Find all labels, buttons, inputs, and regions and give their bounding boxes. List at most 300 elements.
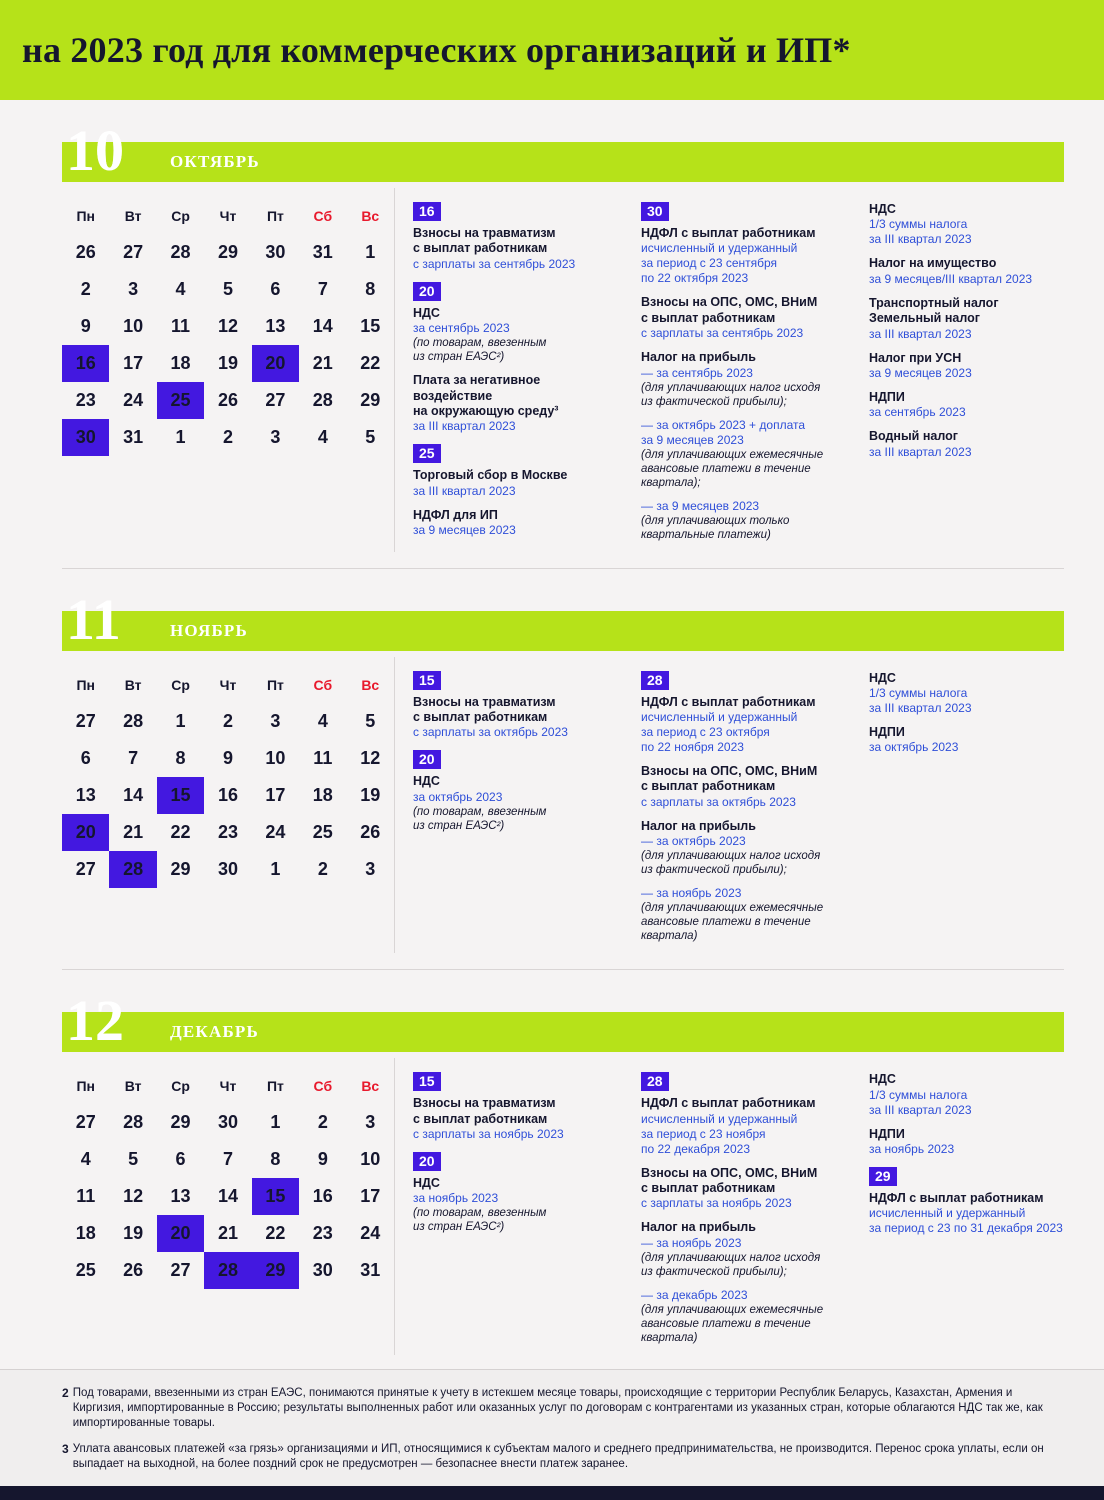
deadline-period: за III квартал 2023 [413, 483, 516, 498]
calendar-day-cell[interactable]: 17 [265, 784, 286, 805]
deadline-group [413, 1072, 613, 1142]
calendar-day-cell[interactable]: 19 [360, 784, 381, 805]
calendar-day-cell[interactable]: 11 [76, 1186, 96, 1207]
calendar-day-cell[interactable]: 9 [80, 316, 91, 336]
footnote-text: Уплата авансовых платежей «за грязь» организациями и ИП, относящимися к субъектам малого и среднего предпринимательства, не производится. Перенос срока уплаты, если он выпадает на выходной, на более поздний срок не предусмотрен — безопаснее внести платеж заранее. [72, 1442, 1044, 1470]
deadline-period: — за ноябрь 2023 [641, 886, 742, 901]
calendar-week-row [62, 308, 394, 345]
weekday-header: Вт [124, 1078, 142, 1095]
deadline-note: (для уплачивающих налог исходя из фактической прибыли); [641, 850, 821, 877]
calendar-week-row [62, 419, 394, 456]
deadline-columns [394, 657, 1081, 954]
month-content [62, 188, 1064, 569]
deadline-title: НДС [413, 774, 440, 789]
calendar-day-cell[interactable]: 2 [80, 279, 91, 299]
deadline-entry [413, 306, 613, 364]
deadline-period: за ноябрь 2023 [869, 1141, 955, 1156]
due-date-badge[interactable]: 16 [413, 202, 441, 221]
weekday-header: Чт [219, 208, 237, 224]
calendar-day-cell[interactable]: 12 [217, 316, 238, 336]
calendar-body [0, 118, 1104, 1372]
deadline-entry [413, 774, 613, 832]
month-block [62, 586, 1064, 971]
calendar-day-cell[interactable]: 13 [170, 1186, 191, 1207]
calendar-day-cell[interactable]: 30 [265, 242, 286, 262]
calendar-day-cell[interactable]: 26 [123, 1260, 144, 1281]
deadline-entry [869, 296, 1071, 342]
calendar-day-cell[interactable]: 23 [75, 390, 96, 410]
deadline-column [395, 657, 623, 954]
deadline-title: Торговый сбор в Москве [413, 468, 568, 483]
calendar-day-cell[interactable]: 1 [270, 858, 281, 879]
calendar-day-cell[interactable]: 31 [312, 242, 333, 262]
calendar-day-cell[interactable]: 27 [123, 242, 144, 262]
calendar-day-cell[interactable]: 16 [217, 784, 238, 805]
weekday-header: Пн [76, 676, 95, 693]
weekday-header: Сб [313, 676, 333, 693]
weekday-header: Пн [76, 1078, 95, 1095]
calendar-day-cell[interactable]: 2 [222, 427, 233, 447]
deadline-column [851, 657, 1081, 954]
deadline-period: — за декабрь 2023 [641, 1287, 748, 1302]
calendar-day-cell[interactable]: 27 [75, 858, 96, 879]
deadline-period: с зарплаты за октябрь 2023 [641, 794, 796, 809]
deadline-entry [641, 418, 841, 490]
calendar-day-cell[interactable]: 15 [157, 777, 204, 814]
calendar-day-cell[interactable]: 25 [75, 1260, 96, 1281]
calendar-day-cell[interactable]: 4 [175, 279, 186, 299]
deadline-period: за октябрь 2023 [869, 740, 959, 755]
month-number: 11 [66, 586, 121, 652]
calendar-day-cell[interactable]: 21 [217, 1223, 238, 1244]
calendar-day-cell[interactable]: 1 [270, 1112, 281, 1133]
deadline-entry [413, 226, 613, 272]
deadline-title: НДС [869, 202, 896, 216]
page-title: на 2023 год для коммерческих организаций и ИП* [22, 30, 851, 70]
deadline-entry [641, 819, 841, 877]
deadline-period: исчисленный и удержанный за период с 23 сентября по 22 октября 2023 [641, 241, 798, 286]
weekday-header: Вт [124, 208, 142, 224]
deadline-title: НДФЛ с выплат работникам [641, 1096, 816, 1111]
deadline-entry [869, 429, 1071, 459]
calendar-day-cell[interactable]: 20 [252, 345, 299, 382]
calendar-day-cell[interactable]: 27 [75, 1112, 96, 1133]
calendar-day-cell[interactable]: 25 [312, 821, 333, 842]
calendar-day-cell[interactable]: 5 [365, 710, 376, 731]
deadline-title: Взносы на ОПС, ОМС, ВНиМ с выплат работникам [641, 1165, 818, 1195]
deadline-period: за 9 месяцев 2023 [869, 365, 972, 380]
deadline-period: 1/3 суммы налога за III квартал 2023 [869, 217, 972, 247]
due-date-badge[interactable]: 15 [413, 1072, 441, 1091]
deadline-title: НДС [869, 1072, 896, 1087]
deadline-period: за сентябрь 2023 [413, 321, 510, 336]
calendar-day-cell[interactable]: 2 [317, 858, 328, 879]
deadline-entry [869, 1191, 1071, 1236]
deadline-entry [869, 725, 1071, 755]
deadline-entry [641, 1220, 841, 1278]
month-name: ОКТЯБРЬ [170, 152, 260, 171]
calendar-grid [62, 1058, 394, 1355]
footnote-number: 3 [62, 1441, 69, 1456]
due-date-badge[interactable]: 20 [413, 750, 441, 769]
calendar-week-row [62, 1104, 394, 1141]
deadline-title: НДФЛ для ИП [413, 507, 498, 522]
calendar-day-cell[interactable]: 29 [170, 858, 191, 879]
calendar-week-row [62, 1252, 394, 1289]
month-content [62, 1058, 1064, 1372]
deadline-period: с зарплаты за октябрь 2023 [413, 725, 568, 740]
deadline-title: Налог при УСН [869, 350, 962, 365]
calendar-day-cell[interactable]: 12 [360, 747, 381, 768]
deadline-group [869, 671, 1071, 756]
calendar-day-cell[interactable]: 9 [222, 747, 233, 768]
calendar-day-cell[interactable]: 20 [62, 814, 109, 851]
calendar-day-cell[interactable]: 16 [312, 1186, 333, 1207]
calendar-day-cell[interactable]: 30 [217, 858, 238, 879]
calendar-day-cell[interactable]: 3 [270, 710, 281, 731]
calendar-day-cell[interactable]: 18 [170, 353, 191, 373]
month-header [62, 586, 1064, 652]
calendar-week-row [62, 234, 394, 271]
deadline-period: за сентябрь 2023 [869, 405, 966, 420]
calendar-day-cell[interactable]: 17 [123, 353, 144, 373]
month-name: ДЕКАБРЬ [170, 1022, 259, 1042]
calendar-day-cell[interactable]: 30 [217, 1112, 238, 1133]
deadline-note: (по товарам, ввезенным из стран ЕАЭС²) [413, 337, 547, 364]
deadline-note: (для уплачивающих только квартальные платежи) [641, 514, 790, 541]
deadline-entry [413, 508, 613, 538]
weekday-header: Пт [266, 1078, 284, 1095]
deadline-period: за 9 месяцев 2023 [413, 523, 516, 538]
deadline-period: исчисленный и удержанный за период с 23 ноября по 22 декабря 2023 [641, 1111, 798, 1156]
deadline-group [413, 1152, 613, 1234]
month-content [62, 657, 1064, 971]
deadline-title: НДФЛ с выплат работникам [641, 694, 816, 709]
deadline-title: Взносы на травматизм с выплат работникам [413, 1096, 556, 1126]
deadline-period: — за октябрь 2023 [641, 834, 746, 849]
calendar-day-cell[interactable]: 29 [360, 390, 381, 410]
deadline-period: с зарплаты за ноябрь 2023 [641, 1196, 792, 1211]
deadline-title: НДПИ [869, 724, 905, 739]
weekday-header: Вс [361, 208, 380, 224]
deadline-group [641, 1072, 841, 1345]
deadline-period: за ноябрь 2023 [413, 1191, 499, 1206]
deadline-note: (по товарам, ввезенным из стран ЕАЭС²) [413, 1207, 547, 1234]
deadline-entry [413, 468, 613, 498]
weekday-header: Сб [313, 208, 333, 224]
deadline-entry [869, 390, 1071, 420]
weekday-header: Пт [266, 208, 284, 224]
calendar-day-cell[interactable]: 1 [175, 427, 186, 447]
deadline-note: (для уплачивающих ежемесячные авансовые платежи в течение квартала); [641, 448, 824, 489]
calendar-day-cell[interactable]: 15 [252, 1178, 299, 1215]
calendar-grid [62, 657, 394, 954]
footnotes [0, 1369, 1104, 1500]
deadline-note: (для уплачивающих ежемесячные авансовые платежи в течение квартала) [641, 1303, 824, 1344]
calendar-day-cell[interactable]: 28 [123, 710, 144, 731]
calendar-day-cell[interactable]: 18 [312, 784, 333, 805]
weekday-header: Вт [124, 676, 142, 693]
calendar-day-cell[interactable]: 7 [317, 279, 328, 299]
calendar-day-cell[interactable]: 3 [270, 427, 281, 447]
deadline-period: за III квартал 2023 [869, 444, 972, 459]
calendar-day-cell[interactable]: 22 [265, 1223, 286, 1244]
calendar-day-cell[interactable]: 20 [157, 1215, 204, 1252]
deadline-period: с зарплаты за сентябрь 2023 [413, 256, 576, 271]
due-date-badge[interactable]: 20 [413, 282, 441, 301]
calendar-day-cell[interactable]: 27 [265, 390, 286, 410]
calendar-day-cell[interactable]: 26 [360, 821, 381, 842]
calendar-day-cell[interactable]: 23 [312, 1223, 333, 1244]
calendar-day-cell[interactable]: 1 [365, 242, 376, 262]
calendar-day-cell[interactable]: 10 [123, 316, 144, 336]
deadline-title: Плата за негативное воздействие на окружающую среду³ [413, 373, 559, 418]
calendar-day-cell[interactable]: 5 [128, 1149, 139, 1170]
calendar-day-cell[interactable]: 7 [128, 747, 139, 768]
deadline-title: НДФЛ с выплат работникам [869, 1190, 1044, 1205]
calendar-day-cell[interactable]: 8 [175, 747, 186, 768]
calendar-week-row [62, 271, 394, 308]
deadline-column [851, 188, 1081, 552]
calendar-day-cell[interactable]: 28 [123, 1112, 144, 1133]
calendar-day-cell[interactable]: 30 [62, 419, 109, 456]
deadline-title: Налог на прибыль [641, 350, 756, 365]
deadline-period: — за 9 месяцев 2023 [641, 498, 760, 513]
weekday-header: Вс [361, 676, 380, 693]
calendar-day-cell[interactable]: 17 [360, 1186, 381, 1207]
deadline-title: Налог на имущество [869, 256, 997, 271]
deadline-period: за октябрь 2023 [413, 789, 503, 804]
deadline-entry [869, 1072, 1071, 1117]
footnote [62, 1442, 1044, 1472]
deadline-title: НДС [869, 670, 896, 685]
calendar-week-row [62, 1141, 394, 1178]
deadline-group [413, 444, 613, 538]
calendar-day-cell[interactable]: 13 [75, 784, 96, 805]
deadline-column [395, 1058, 623, 1355]
calendar-day-cell[interactable]: 10 [360, 1149, 381, 1170]
calendar-day-cell[interactable]: 6 [270, 279, 281, 299]
calendar-day-cell[interactable]: 4 [317, 427, 328, 447]
deadline-group [413, 202, 613, 272]
weekday-header: Сб [313, 1078, 333, 1095]
calendar-day-cell[interactable]: 26 [217, 390, 238, 410]
calendar-day-cell[interactable]: 24 [265, 821, 286, 842]
calendar-day-cell[interactable]: 9 [317, 1149, 328, 1170]
calendar-day-cell[interactable]: 26 [75, 242, 96, 262]
calendar-day-cell[interactable]: 29 [217, 242, 238, 262]
calendar-day-cell[interactable]: 8 [270, 1149, 281, 1170]
deadline-column [851, 1058, 1081, 1355]
deadline-entry [641, 1166, 841, 1212]
calendar-day-cell[interactable]: 29 [252, 1252, 299, 1289]
calendar-day-cell[interactable]: 30 [312, 1260, 333, 1281]
calendar-day-cell[interactable]: 29 [170, 1112, 191, 1133]
calendar-day-cell[interactable]: 2 [222, 710, 233, 731]
deadline-entry [869, 1127, 1071, 1157]
calendar-day-cell[interactable]: 3 [365, 858, 376, 879]
due-date-badge[interactable]: 28 [641, 1072, 669, 1091]
deadline-group [869, 202, 1071, 460]
deadline-period: исчисленный и удержанный за период с 23 по 31 декабря 2023 [869, 1206, 1063, 1236]
calendar-week-row [62, 382, 394, 419]
deadline-column [623, 657, 851, 954]
weekday-header: Пт [266, 676, 284, 693]
deadline-entry [869, 256, 1071, 286]
calendar-day-cell[interactable]: 19 [217, 353, 238, 373]
deadline-entry [641, 1288, 841, 1345]
deadline-title: НДС [413, 305, 440, 320]
month-block [62, 118, 1064, 569]
deadline-column [623, 1058, 851, 1355]
calendar-day-cell[interactable]: 6 [80, 747, 91, 768]
deadline-entry [413, 1176, 613, 1234]
deadline-entry [413, 1096, 613, 1142]
calendar-day-cell[interactable]: 23 [217, 821, 238, 842]
deadline-group [869, 1072, 1071, 1157]
calendar-day-cell[interactable]: 1 [175, 710, 186, 731]
calendar-day-cell[interactable]: 8 [365, 279, 376, 299]
deadline-entry [869, 202, 1071, 247]
calendar-day-cell[interactable]: 22 [170, 821, 191, 842]
deadline-title: НДПИ [869, 1126, 905, 1141]
deadline-entry [641, 295, 841, 341]
deadline-entry [641, 695, 841, 755]
deadline-entry [641, 499, 841, 542]
due-date-badge[interactable]: 30 [641, 202, 669, 221]
calendar-day-cell[interactable]: 12 [123, 1186, 144, 1207]
calendar-day-cell[interactable]: 27 [75, 710, 96, 731]
deadline-period: с зарплаты за сентябрь 2023 [641, 326, 804, 341]
calendar-day-cell[interactable]: 28 [204, 1252, 251, 1289]
calendar-day-cell[interactable]: 25 [157, 382, 204, 419]
calendar-day-cell[interactable]: 5 [365, 427, 376, 447]
months-container [0, 118, 1104, 1372]
calendar-day-cell[interactable]: 27 [170, 1260, 191, 1281]
calendar-day-cell[interactable]: 7 [222, 1149, 233, 1170]
calendar-day-cell[interactable]: 18 [75, 1223, 96, 1244]
deadline-entry [869, 671, 1071, 716]
calendar-day-cell[interactable]: 5 [222, 279, 233, 299]
deadline-note: (для уплачивающих налог исходя из фактической прибыли); [641, 381, 821, 408]
deadline-note: (по товарам, ввезенным из стран ЕАЭС²) [413, 805, 547, 832]
deadline-columns [394, 1058, 1081, 1355]
deadline-period: за 9 месяцев/III квартал 2023 [869, 271, 1033, 286]
deadline-entry [413, 695, 613, 741]
weekday-header: Ср [171, 676, 190, 693]
calendar-day-cell[interactable]: 28 [170, 242, 191, 262]
deadline-column [623, 188, 851, 552]
deadline-entry [413, 373, 613, 434]
calendar-day-cell[interactable]: 3 [365, 1112, 376, 1133]
deadline-title: Взносы на ОПС, ОМС, ВНиМ с выплат работникам [641, 295, 818, 325]
calendar-day-cell[interactable]: 28 [109, 851, 156, 888]
deadline-entry [641, 886, 841, 943]
month-header [62, 988, 1064, 1054]
page-header [0, 0, 1104, 100]
calendar-day-cell[interactable]: 13 [265, 316, 286, 336]
month-number: 10 [66, 118, 124, 183]
deadline-period: — за ноябрь 2023 [641, 1235, 742, 1250]
deadline-group [641, 202, 841, 542]
deadline-column [395, 188, 623, 552]
calendar-day-cell[interactable]: 10 [265, 747, 286, 768]
deadline-entry [641, 764, 841, 810]
weekday-header: Чт [219, 676, 237, 693]
deadline-title: Водный налог [869, 429, 958, 444]
due-date-badge[interactable]: 25 [413, 444, 441, 463]
calendar-week-row [62, 851, 394, 888]
deadline-title: Налог на прибыль [641, 1220, 756, 1235]
footnote-number: 2 [62, 1386, 69, 1401]
footnote-text: Под товарами, ввезенными из стран ЕАЭС, понимаются принятые к учету в истекшем месяце товары, происходящие с территории Республик Беларусь, Казахстан, Армения и Киргизия, импортированные в Россию; результаты выполненных работ или оказанных услуг по договорам с контрагентами из указанных стран, которые облагаются НДС так же, как импортированные товары. [72, 1387, 1043, 1430]
calendar-day-cell[interactable]: 28 [312, 390, 333, 410]
calendar-day-cell[interactable]: 16 [62, 345, 109, 382]
deadline-note: (для уплачивающих ежемесячные авансовые платежи в течение квартала) [641, 902, 824, 943]
calendar-day-cell[interactable]: 6 [175, 1149, 186, 1170]
calendar-week-row [62, 1178, 394, 1215]
calendar-day-cell[interactable]: 2 [317, 1112, 328, 1133]
calendar-day-cell[interactable]: 22 [360, 353, 381, 373]
deadline-entry [869, 351, 1071, 381]
calendar-week-row [62, 1215, 394, 1252]
month-number: 12 [66, 988, 124, 1054]
due-date-badge[interactable]: 20 [413, 1152, 441, 1171]
calendar-day-cell[interactable]: 3 [128, 279, 139, 299]
month-header [62, 118, 1064, 183]
calendar-day-cell[interactable]: 4 [80, 1149, 91, 1170]
deadline-title: Взносы на ОПС, ОМС, ВНиМ с выплат работникам [641, 763, 818, 794]
deadline-period: за III квартал 2023 [869, 326, 972, 341]
calendar-day-cell[interactable]: 14 [217, 1186, 238, 1207]
calendar-week-row [62, 345, 394, 382]
calendar-day-cell[interactable]: 19 [123, 1223, 144, 1244]
deadline-title: Взносы на травматизм с выплат работникам [413, 226, 556, 256]
deadline-title: НДПИ [869, 389, 905, 404]
deadline-period: исчисленный и удержанный за период с 23 октября по 22 ноября 2023 [641, 709, 798, 754]
deadline-period: 1/3 суммы налога за III квартал 2023 [869, 1087, 972, 1117]
calendar-day-cell[interactable]: 31 [123, 427, 144, 447]
calendar-day-cell[interactable]: 15 [360, 316, 381, 336]
deadline-group [413, 671, 613, 741]
deadline-entry [641, 1096, 841, 1156]
weekday-header: Чт [219, 1078, 237, 1095]
weekday-header: Ср [171, 208, 190, 224]
due-date-badge[interactable]: 29 [869, 1167, 897, 1186]
calendar-week-row [62, 814, 394, 851]
due-date-badge[interactable]: 15 [413, 671, 441, 690]
calendar-day-cell[interactable]: 21 [312, 353, 333, 373]
calendar-day-cell[interactable]: 14 [123, 784, 144, 805]
calendar-day-cell[interactable]: 14 [312, 316, 333, 336]
deadline-columns [394, 188, 1081, 552]
calendar-day-cell[interactable]: 31 [360, 1260, 381, 1281]
calendar-day-cell[interactable]: 11 [313, 747, 333, 768]
deadline-title: Транспортный налог Земельный налог [869, 295, 999, 326]
calendar-day-cell[interactable]: 24 [360, 1223, 381, 1244]
deadline-group [413, 282, 613, 435]
weekday-header: Вс [361, 1078, 380, 1095]
calendar-day-cell[interactable]: 4 [317, 710, 328, 731]
calendar-day-cell[interactable]: 24 [123, 390, 144, 410]
calendar-day-cell[interactable]: 11 [171, 316, 191, 336]
month-name: НОЯБРЬ [170, 620, 248, 640]
deadline-title: Взносы на травматизм с выплат работникам [413, 694, 556, 724]
deadline-period: — за сентябрь 2023 [641, 365, 753, 380]
calendar-day-cell[interactable]: 21 [123, 821, 144, 842]
due-date-badge[interactable]: 28 [641, 671, 669, 690]
deadline-group [641, 671, 841, 944]
